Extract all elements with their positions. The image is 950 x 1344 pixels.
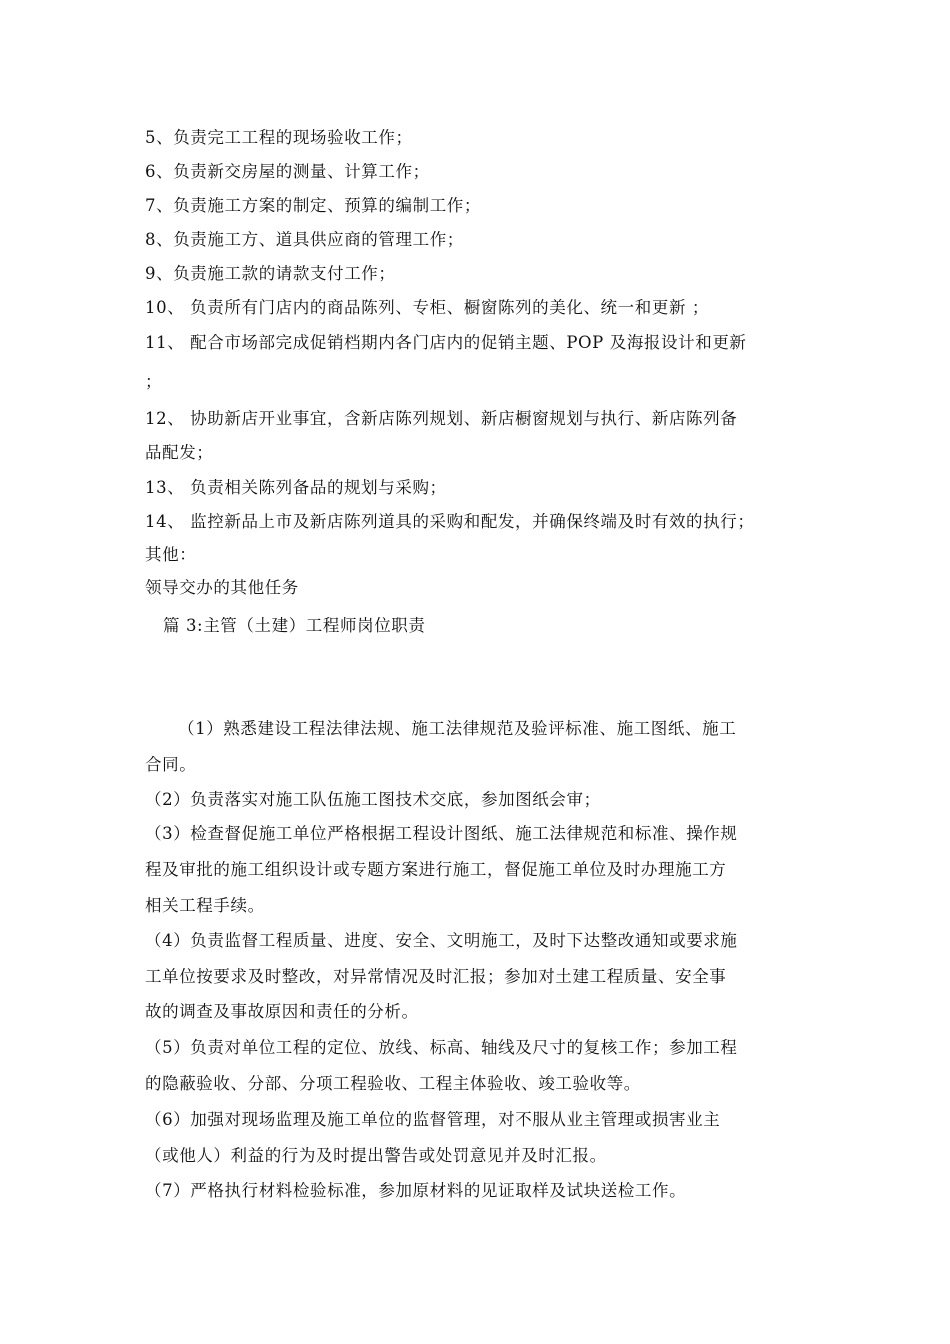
paragraph-6: （6）加强对现场监理及施工单位的监督管理，对不服从业主管理或损害业主 [145,1110,721,1129]
paragraph-5-line-2: 的隐蔽验收、分部、分项工程验收、工程主体验收、竣工验收等。 [145,1074,641,1093]
paragraph-2: （2）负责落实对施工队伍施工图技术交底，参加图纸会审； [145,790,601,809]
duty-item-11-continued: ； [145,372,163,391]
paragraph-4-line-3: 故的调查及事故原因和责任的分析。 [145,1002,419,1021]
paragraph-4: （4）负责监督工程质量、进度、安全、文明施工，及时下达整改通知或要求施 [145,931,738,950]
paragraph-1: （1）熟悉建设工程法律法规、施工法律规范及验评标准、施工图纸、施工 [178,719,737,738]
duty-item-6: 6、负责新交房屋的测量、计算工作； [145,162,430,181]
paragraph-6-line-2: （或他人）利益的行为及时提出警告或处罚意见并及时汇报。 [145,1146,607,1165]
duty-item-7: 7、负责施工方案的制定、预算的编制工作； [145,196,481,215]
paragraph-5: （5）负责对单位工程的定位、放线、标高、轴线及尺寸的复核工作；参加工程 [145,1038,738,1057]
duty-item-12: 12、 协助新店开业事宜，含新店陈列规划、新店橱窗规划与执行、新店陈列备 [145,409,738,428]
duty-item-8: 8、负责施工方、道具供应商的管理工作； [145,230,464,249]
duty-item-11: 11、 配合市场部完成促销档期内各门店内的促销主题、POP 及海报设计和更新 [145,333,747,352]
other-heading: 其他： [145,545,197,564]
duty-item-5: 5、负责完工工程的现场验收工作； [145,128,413,147]
section-title: 篇 3:主管（土建）工程师岗位职责 [163,616,426,635]
paragraph-4-line-2: 工单位按要求及时整改，对异常情况及时汇报；参加对土建工程质量、安全事 [145,967,727,986]
duty-item-13: 13、 负责相关陈列备品的规划与采购； [145,478,447,497]
duty-item-12-continued: 品配发； [145,443,214,462]
other-task: 领导交办的其他任务 [145,578,299,597]
duty-item-10: 10、 负责所有门店内的商品陈列、专柜、橱窗陈列的美化、统一和更新 ； [145,298,709,317]
duty-item-14: 14、 监控新品上市及新店陈列道具的采购和配发，并确保终端及时有效的执行； [145,512,755,531]
paragraph-3-line-2: 程及审批的施工组织设计或专题方案进行施工，督促施工单位及时办理施工方 [145,860,727,879]
paragraph-7: （7）严格执行材料检验标准，参加原材料的见证取样及试块送检工作。 [145,1181,687,1200]
duty-item-9: 9、负责施工款的请款支付工作； [145,264,396,283]
paragraph-3: （3）检查督促施工单位严格根据工程设计图纸、施工法律规范和标准、操作规 [145,824,738,843]
paragraph-1-continued: 合同。 [145,755,197,774]
paragraph-3-line-3: 相关工程手续。 [145,896,265,915]
